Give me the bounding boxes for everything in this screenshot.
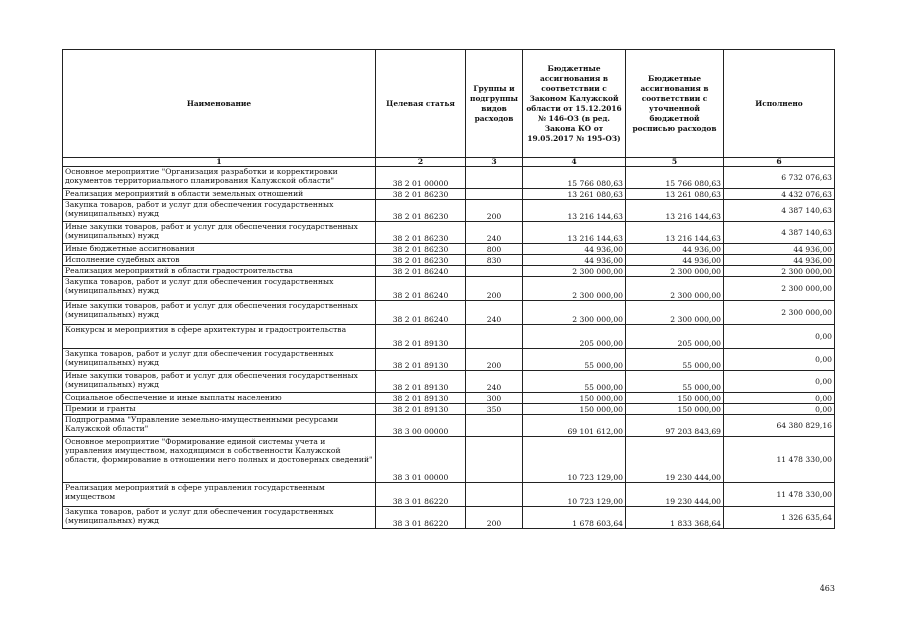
column-number: 6 — [724, 158, 835, 167]
table-row — [63, 404, 835, 415]
row-name: Премии и гранты — [63, 404, 376, 415]
table-row — [63, 483, 835, 507]
row-name: Основное мероприятие "Организация разработки и корректировки документов территориального планирования Калужской области" — [63, 167, 376, 189]
row-refined-allocation: 55 000,00 — [626, 371, 724, 393]
row-expense-group: 200 — [466, 200, 523, 222]
row-expense-group: 240 — [466, 222, 523, 244]
row-expense-group — [466, 437, 523, 483]
row-name: Иные закупки товаров, работ и услуг для обеспечения государственных (муниципальных) нужд — [63, 301, 376, 325]
row-name: Закупка товаров, работ и услуг для обеспечения государственных (муниципальных) нужд — [63, 507, 376, 529]
row-law-allocation: 15 766 080,63 — [523, 167, 626, 189]
row-law-allocation: 13 261 080,63 — [523, 189, 626, 200]
page-number: 463 — [819, 584, 835, 593]
row-target-article: 38 2 01 89130 — [376, 393, 466, 404]
table-row — [63, 255, 835, 266]
budget-table — [62, 49, 835, 529]
row-refined-allocation: 13 216 144,63 — [626, 200, 724, 222]
row-target-article: 38 3 01 86220 — [376, 483, 466, 507]
row-expense-group: 800 — [466, 244, 523, 255]
row-expense-group — [466, 167, 523, 189]
row-executed: 11 478 330,00 — [724, 483, 835, 507]
row-expense-group: 200 — [466, 507, 523, 529]
row-executed: 64 380 829,16 — [724, 415, 835, 437]
row-refined-allocation: 150 000,00 — [626, 393, 724, 404]
table-row — [63, 200, 835, 222]
row-law-allocation: 2 300 000,00 — [523, 301, 626, 325]
row-refined-allocation: 19 230 444,00 — [626, 483, 724, 507]
row-name: Реализация мероприятий в области градостроительства — [63, 266, 376, 277]
row-refined-allocation: 1 833 368,64 — [626, 507, 724, 529]
row-name: Иные бюджетные ассигнования — [63, 244, 376, 255]
row-refined-allocation: 13 216 144,63 — [626, 222, 724, 244]
row-expense-group — [466, 325, 523, 349]
row-expense-group: 200 — [466, 277, 523, 301]
row-name: Закупка товаров, работ и услуг для обеспечения государственных (муниципальных) нужд — [63, 277, 376, 301]
row-executed: 0,00 — [724, 349, 835, 371]
row-law-allocation: 44 936,00 — [523, 255, 626, 266]
row-name: Закупка товаров, работ и услуг для обеспечения государственных (муниципальных) нужд — [63, 349, 376, 371]
row-name: Реализация мероприятий в сфере управления государственным имуществом — [63, 483, 376, 507]
header-target-article: Целевая статья — [376, 50, 466, 158]
row-refined-allocation: 13 261 080,63 — [626, 189, 724, 200]
table-row — [63, 437, 835, 483]
row-executed: 11 478 330,00 — [724, 437, 835, 483]
header-row — [63, 50, 835, 158]
row-law-allocation: 55 000,00 — [523, 371, 626, 393]
row-target-article: 38 2 01 86230 — [376, 244, 466, 255]
row-refined-allocation: 19 230 444,00 — [626, 437, 724, 483]
row-law-allocation: 13 216 144,63 — [523, 200, 626, 222]
row-refined-allocation: 205 000,00 — [626, 325, 724, 349]
header-name: Наименование — [63, 50, 376, 158]
table-row — [63, 277, 835, 301]
row-law-allocation: 13 216 144,63 — [523, 222, 626, 244]
row-target-article: 38 2 01 89130 — [376, 404, 466, 415]
row-refined-allocation: 97 203 843,69 — [626, 415, 724, 437]
row-refined-allocation: 15 766 080,63 — [626, 167, 724, 189]
row-executed: 44 936,00 — [724, 255, 835, 266]
row-law-allocation: 55 000,00 — [523, 349, 626, 371]
row-executed: 1 326 635,64 — [724, 507, 835, 529]
header-executed: Исполнено — [724, 50, 835, 158]
table-row — [63, 301, 835, 325]
row-law-allocation: 150 000,00 — [523, 404, 626, 415]
row-expense-group — [466, 415, 523, 437]
row-refined-allocation: 150 000,00 — [626, 404, 724, 415]
row-refined-allocation: 2 300 000,00 — [626, 277, 724, 301]
row-law-allocation: 150 000,00 — [523, 393, 626, 404]
row-refined-allocation: 2 300 000,00 — [626, 266, 724, 277]
row-target-article: 38 2 01 00000 — [376, 167, 466, 189]
row-expense-group — [466, 266, 523, 277]
row-expense-group: 350 — [466, 404, 523, 415]
row-target-article: 38 2 01 86230 — [376, 189, 466, 200]
row-executed: 0,00 — [724, 393, 835, 404]
table-row — [63, 266, 835, 277]
row-executed: 4 387 140,63 — [724, 222, 835, 244]
row-name: Иные закупки товаров, работ и услуг для обеспечения государственных (муниципальных) нужд — [63, 371, 376, 393]
table-row — [63, 167, 835, 189]
row-law-allocation: 205 000,00 — [523, 325, 626, 349]
column-number: 4 — [523, 158, 626, 167]
row-target-article: 38 3 01 86220 — [376, 507, 466, 529]
column-number: 2 — [376, 158, 466, 167]
column-number: 5 — [626, 158, 724, 167]
row-law-allocation: 69 101 612,00 — [523, 415, 626, 437]
row-refined-allocation: 44 936,00 — [626, 255, 724, 266]
row-executed: 2 300 000,00 — [724, 266, 835, 277]
header-law-allocations: Бюджетные ассигнования в соответствии с Законом Калужской области от 15.12.2016 № 146-ОЗ (в ред. Закона КО от 19.05.2017 № 195-ОЗ) — [523, 50, 626, 158]
column-number: 3 — [466, 158, 523, 167]
row-target-article: 38 2 01 89130 — [376, 349, 466, 371]
row-name: Основное мероприятие "Формирование единой системы учета и управления имуществом, находящимся в собственности Калужской области, формирование в отношении него полных и достоверных сведений" — [63, 437, 376, 483]
row-name: Исполнение судебных актов — [63, 255, 376, 266]
row-executed: 0,00 — [724, 325, 835, 349]
row-law-allocation: 2 300 000,00 — [523, 277, 626, 301]
header-expense-groups: Группы и подгруппы видов расходов — [466, 50, 523, 158]
row-executed: 2 300 000,00 — [724, 277, 835, 301]
row-target-article: 38 2 01 86240 — [376, 301, 466, 325]
row-law-allocation: 10 723 129,00 — [523, 483, 626, 507]
table-row — [63, 244, 835, 255]
header-refined-allocations: Бюджетные ассигнования в соответствии с уточненной бюджетной росписью расходов — [626, 50, 724, 158]
row-expense-group: 830 — [466, 255, 523, 266]
row-target-article: 38 2 01 86230 — [376, 222, 466, 244]
row-name: Подпрограмма "Управление земельно-имущественными ресурсами Калужской области" — [63, 415, 376, 437]
row-refined-allocation: 2 300 000,00 — [626, 301, 724, 325]
row-law-allocation: 2 300 000,00 — [523, 266, 626, 277]
row-law-allocation: 1 678 603,64 — [523, 507, 626, 529]
row-executed: 44 936,00 — [724, 244, 835, 255]
row-expense-group: 240 — [466, 301, 523, 325]
row-executed: 0,00 — [724, 404, 835, 415]
row-name: Иные закупки товаров, работ и услуг для обеспечения государственных (муниципальных) нужд — [63, 222, 376, 244]
row-executed: 0,00 — [724, 371, 835, 393]
row-name: Реализация мероприятий в области земельных отношений — [63, 189, 376, 200]
table-row — [63, 222, 835, 244]
row-expense-group: 200 — [466, 349, 523, 371]
row-target-article: 38 2 01 86240 — [376, 277, 466, 301]
row-name: Закупка товаров, работ и услуг для обеспечения государственных (муниципальных) нужд — [63, 200, 376, 222]
row-executed: 6 732 076,63 — [724, 167, 835, 189]
row-expense-group — [466, 483, 523, 507]
row-executed: 2 300 000,00 — [724, 301, 835, 325]
table-row — [63, 415, 835, 437]
row-refined-allocation: 55 000,00 — [626, 349, 724, 371]
row-target-article: 38 2 01 89130 — [376, 371, 466, 393]
row-expense-group — [466, 189, 523, 200]
row-target-article: 38 3 01 00000 — [376, 437, 466, 483]
row-law-allocation: 44 936,00 — [523, 244, 626, 255]
row-target-article: 38 2 01 86230 — [376, 255, 466, 266]
row-law-allocation: 10 723 129,00 — [523, 437, 626, 483]
table-row — [63, 507, 835, 529]
row-expense-group: 240 — [466, 371, 523, 393]
table-row — [63, 325, 835, 349]
column-number-row — [63, 158, 835, 167]
row-target-article: 38 3 00 00000 — [376, 415, 466, 437]
table-row — [63, 189, 835, 200]
table-row — [63, 349, 835, 371]
row-name: Конкурсы и мероприятия в сфере архитектуры и градостроительства — [63, 325, 376, 349]
row-target-article: 38 2 01 86240 — [376, 266, 466, 277]
table-row — [63, 393, 835, 404]
table-row — [63, 371, 835, 393]
row-name: Социальное обеспечение и иные выплаты населению — [63, 393, 376, 404]
row-executed: 4 387 140,63 — [724, 200, 835, 222]
row-target-article: 38 2 01 89130 — [376, 325, 466, 349]
row-refined-allocation: 44 936,00 — [626, 244, 724, 255]
row-executed: 4 432 076,63 — [724, 189, 835, 200]
row-target-article: 38 2 01 86230 — [376, 200, 466, 222]
row-expense-group: 300 — [466, 393, 523, 404]
column-number: 1 — [63, 158, 376, 167]
